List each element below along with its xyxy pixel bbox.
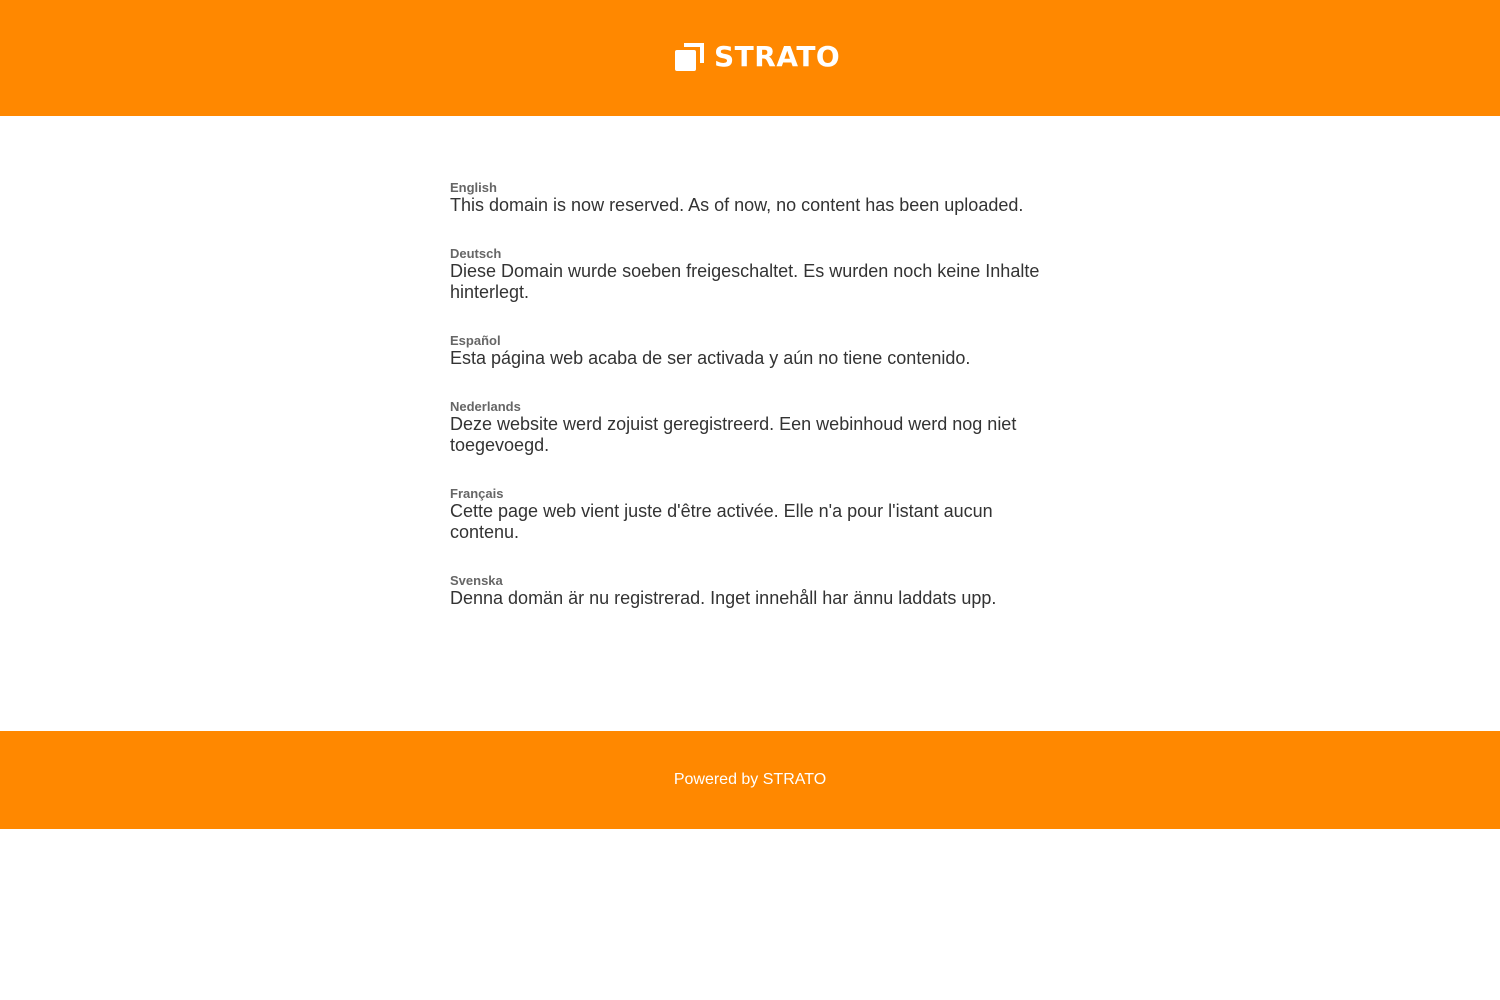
message-english: [450, 180, 1050, 216]
footer: [0, 731, 1500, 829]
language-message: Cette page web vient juste d'être activée. Elle n'a pour l'istant aucun contenu.: [450, 501, 993, 542]
strato-logo[interactable]: [674, 40, 840, 74]
message-deutsch: [450, 246, 1050, 303]
powered-by-link[interactable]: Powered by STRATO: [673, 770, 827, 788]
header: [0, 0, 1500, 116]
language-message: Esta página web acaba de ser activada y aún no tiene contenido.: [450, 348, 971, 368]
strato-logo-icon: [674, 41, 706, 73]
language-message: Denna domän är nu registrerad. Inget innehåll har ännu laddats upp.: [450, 588, 997, 608]
language-message: This domain is now reserved. As of now, no content has been uploaded.: [450, 195, 1024, 215]
language-label: Deutsch: [450, 246, 502, 261]
language-message: Diese Domain wurde soeben freigeschaltet. Es wurden noch keine Inhalte hinterlegt.: [450, 261, 1040, 302]
language-message: Deze website werd zojuist geregistreerd. Een webinhoud werd nog niet toegevoegd.: [450, 414, 1017, 455]
language-label: Nederlands: [450, 399, 521, 414]
language-label: Français: [450, 486, 504, 501]
language-label: Español: [450, 333, 501, 348]
language-label: English: [450, 180, 497, 195]
message-svenska: [450, 573, 1050, 609]
message-francais: [450, 486, 1050, 543]
language-label: Svenska: [450, 573, 503, 588]
message-nederlands: [450, 399, 1050, 456]
message-list: [450, 180, 1050, 639]
logo-text: STRATO: [714, 40, 841, 73]
message-espanol: [450, 333, 1050, 369]
